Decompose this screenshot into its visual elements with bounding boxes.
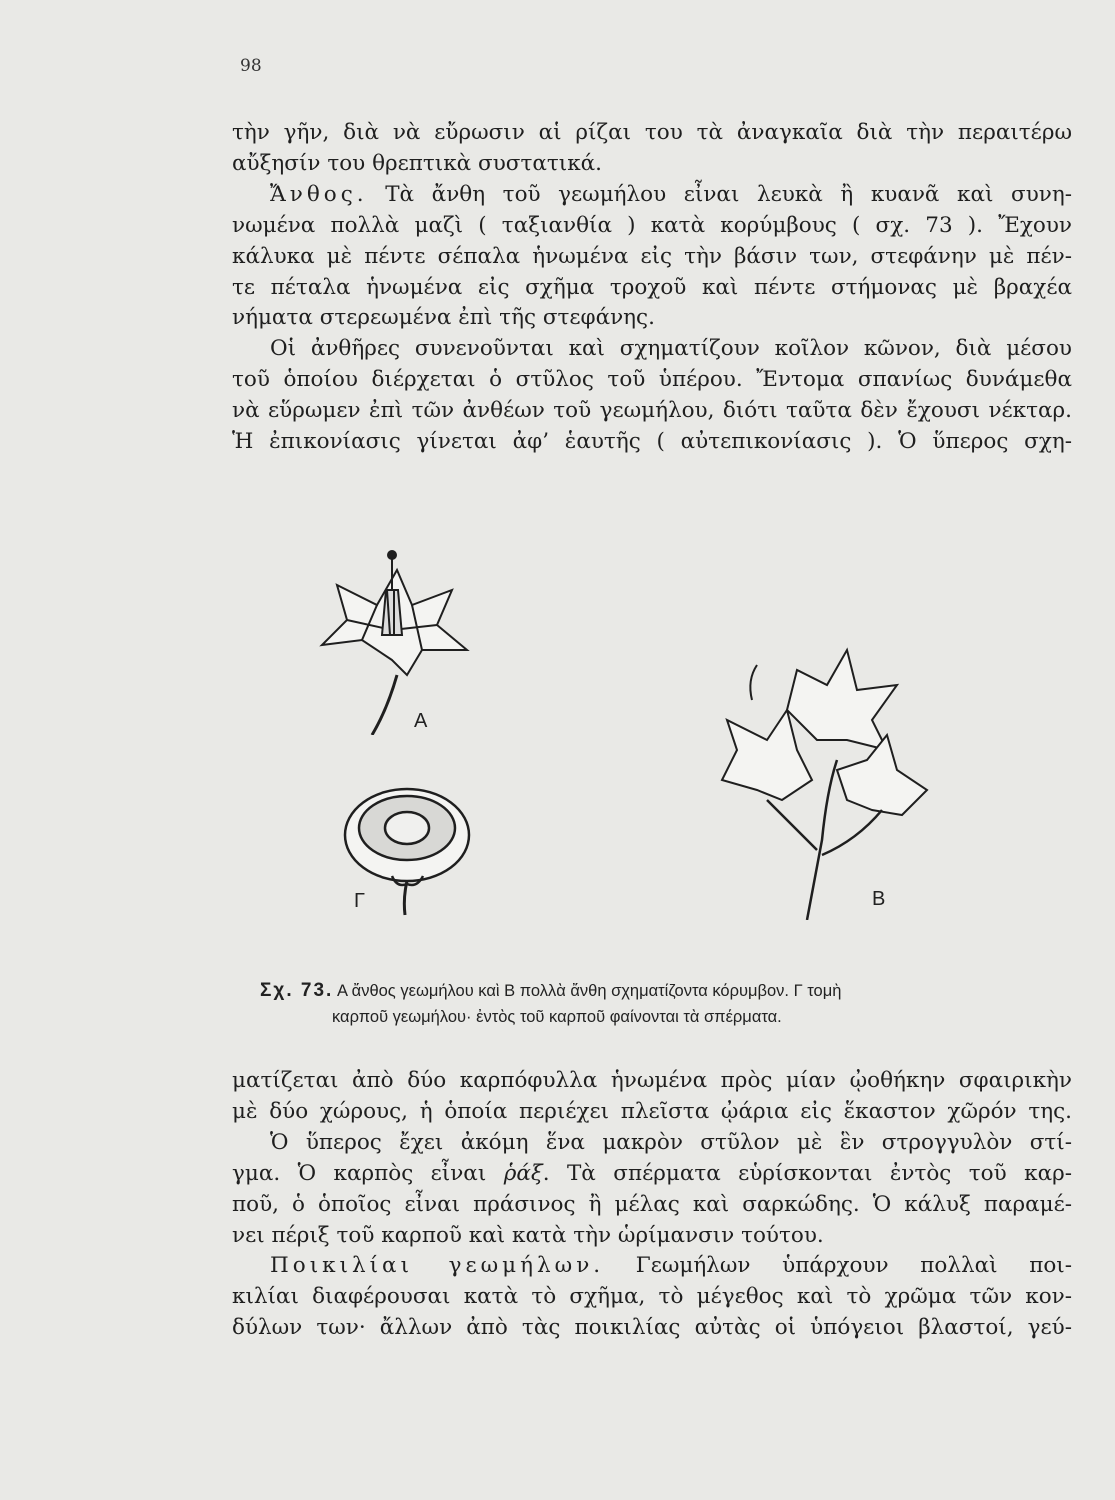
figure-caption <box>260 978 1060 1030</box>
text-line: νήματα στερεωμένα ἐπὶ τῆς στεφάνης. <box>232 305 655 331</box>
top-text <box>232 118 1072 458</box>
text-line: τὴν γῆν, διὰ νὰ εὔρωσιν αἱ ρίζαι του τὰ ἀναγκαῖα διὰ τὴν περαιτέρω <box>232 120 1072 145</box>
section-heading-anthos: Ἄνθος. <box>270 181 368 207</box>
text-line: νωμένα πολλὰ μαζὶ ( ταξιανθία ) κατὰ κορύμβους ( σχ. 73 ). Ἔχουν <box>232 212 1072 238</box>
text-line: νει πέριξ τοῦ καρποῦ καὶ κατὰ τὴν ὡρίμανσιν τούτου. <box>232 1222 824 1248</box>
text-line: γμα. Ὁ καρπὸς εἶναι ῥάξ. Τὰ σπέρματα εὑρίσκονται ἐντὸς τοῦ καρ- <box>232 1160 1072 1186</box>
caption-line: καρποῦ γεωμήλου· ἐντὸς τοῦ καρποῦ φαίνονται τὰ σπέρματα. <box>332 1008 782 1026</box>
bottom-text <box>232 1066 1072 1344</box>
flower-cluster-illustration <box>697 640 937 920</box>
figure-label-b: Β <box>872 888 886 910</box>
text-line: ματίζεται ἀπὸ δύο καρπόφυλλα ἡνωμένα πρὸς μίαν ᾠοθήκην σφαιρικὴν <box>232 1068 1072 1093</box>
text-line: Ἡ ἐπικονίασις γίνεται ἀφ’ ἑαυτῆς ( αὐτεπικονίασις ). Ὁ ὕπερος σχη- <box>232 429 1072 455</box>
figure-label-a: Α <box>414 710 428 732</box>
text-line: Ὁ ὕπερος ἔχει ἀκόμη ἕνα μακρὸν στῦλον μὲ ἓν στρογγυλὸν στί- <box>270 1129 1072 1155</box>
text-line: αὔξησίν του θρεπτικὰ συστατικά. <box>232 150 602 176</box>
text-line: ποῦ, ὁ ὁποῖος εἶναι πράσινος ἢ μέλας καὶ σαρκώδης. Ὁ κάλυξ παραμέ- <box>232 1191 1072 1217</box>
text-line: κάλυκα μὲ πέντε σέπαλα ἡνωμένα εἰς τὴν βάσιν των, στεφάνην μὲ πέν- <box>232 243 1072 269</box>
page-number: 98 <box>240 56 262 76</box>
flower-a-illustration <box>302 550 482 735</box>
text-line: Οἱ ἀνθῆρες συνενοῦνται καὶ σχηματίζουν κοῖλον κῶνον, διὰ μέσου <box>270 336 1072 362</box>
text-line: μὲ δύο χώρους, ἡ ὁποία περιέχει πλεῖστα ᾠάρια εἰς ἕκαστον χῶρόν της. <box>232 1098 1072 1124</box>
text-line: Ἄνθος. Τὰ ἄνθη τοῦ γεωμήλου εἶναι λευκὰ ἢ κυανᾶ καὶ συνη- <box>270 181 1072 207</box>
italic-term: ῥάξ <box>503 1160 543 1186</box>
section-heading-poikiliai: Ποικιλίαι γεωμήλων. <box>270 1253 605 1279</box>
figure-number: Σχ. 73. <box>260 980 334 1001</box>
text-line: τε πέταλα ἡνωμένα εἰς σχῆμα τροχοῦ καὶ πέντε στήμονας μὲ βραχέα <box>232 274 1072 300</box>
text-line: Ποικιλίαι γεωμήλων. Γεωμήλων ὑπάρχουν πολλαὶ ποι- <box>270 1253 1072 1279</box>
text-line: νὰ εὕρωμεν ἐπὶ τῶν ἀνθέων τοῦ γεωμήλου, διότι ταῦτα δὲν ἔχουσι νέκταρ. <box>232 398 1072 424</box>
figure-label-g: Γ <box>354 890 366 912</box>
figure-73 <box>232 535 1072 975</box>
text-line: δύλων των· ἄλλων ἀπὸ τὰς ποικιλίας αὐτὰς οἱ ὑπόγειοι βλαστοί, γεύ- <box>232 1315 1072 1341</box>
text-line: τοῦ ὁποίου διέρχεται ὁ στῦλος τοῦ ὑπέρου. Ἔντομα σπανίως δυνάμεθα <box>232 367 1072 393</box>
text-line: κιλίαι διαφέρουσαι κατὰ τὸ σχῆμα, τὸ μέγεθος καὶ τὸ χρῶμα τῶν κον- <box>232 1284 1072 1310</box>
caption-line: Σχ. 73. Α ἄνθος γεωμήλου καὶ Β πολλὰ ἄνθη σχηματίζοντα κόρυμβον. Γ τομὴ <box>260 980 842 1001</box>
